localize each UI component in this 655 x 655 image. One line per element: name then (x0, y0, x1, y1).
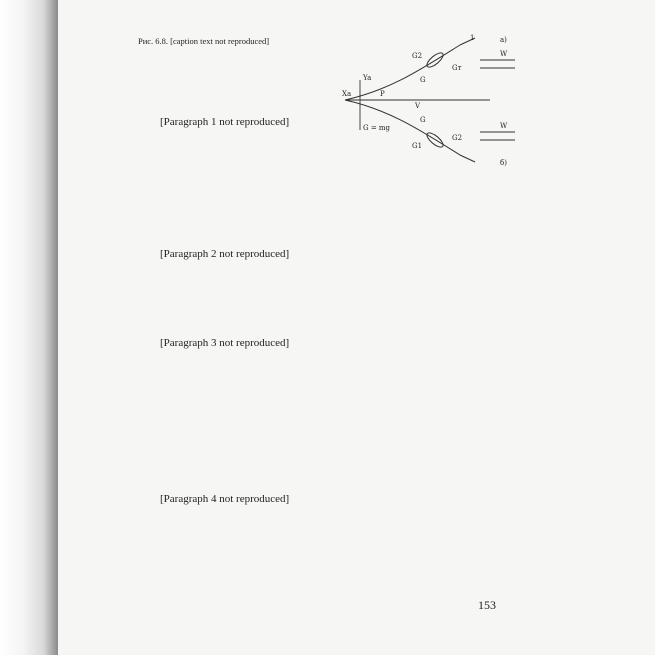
paragraph-3: [Paragraph 3 not reproduced] (160, 337, 290, 349)
label-gravity-a: G (420, 76, 426, 84)
figure-caption: Рис. 6.8. [caption text not reproduced] (138, 36, 270, 46)
label-gravity-b: G (420, 116, 426, 124)
paragraph-2: [Paragraph 2 not reproduced] (160, 248, 290, 260)
label-g-2-a: G2 (412, 52, 423, 60)
book-spine-shadow (0, 0, 58, 655)
page-number: 153 (478, 598, 496, 612)
paragraph-1: [Paragraph 1 not reproduced] (160, 116, 290, 128)
label-g-t: Gт (452, 64, 462, 72)
label-drag: Xa (342, 90, 352, 98)
label-airflow-a: W (500, 50, 508, 58)
paragraph-4: [Paragraph 4 not reproduced] (160, 493, 290, 505)
label-thrust: P (380, 90, 385, 98)
label-gravity-eq: G = mg (363, 124, 391, 132)
label-airflow-b: W (500, 122, 508, 130)
label-g-1: G1 (412, 142, 423, 150)
label-lift: Ya (363, 74, 372, 82)
label-velocity: V (415, 102, 421, 110)
label-curve: 1 (470, 34, 475, 42)
label-case-b: б) (500, 159, 507, 167)
label-case-a: а) (500, 36, 507, 44)
trajectory-figure (340, 30, 520, 170)
label-g-2-b: G2 (452, 134, 463, 142)
